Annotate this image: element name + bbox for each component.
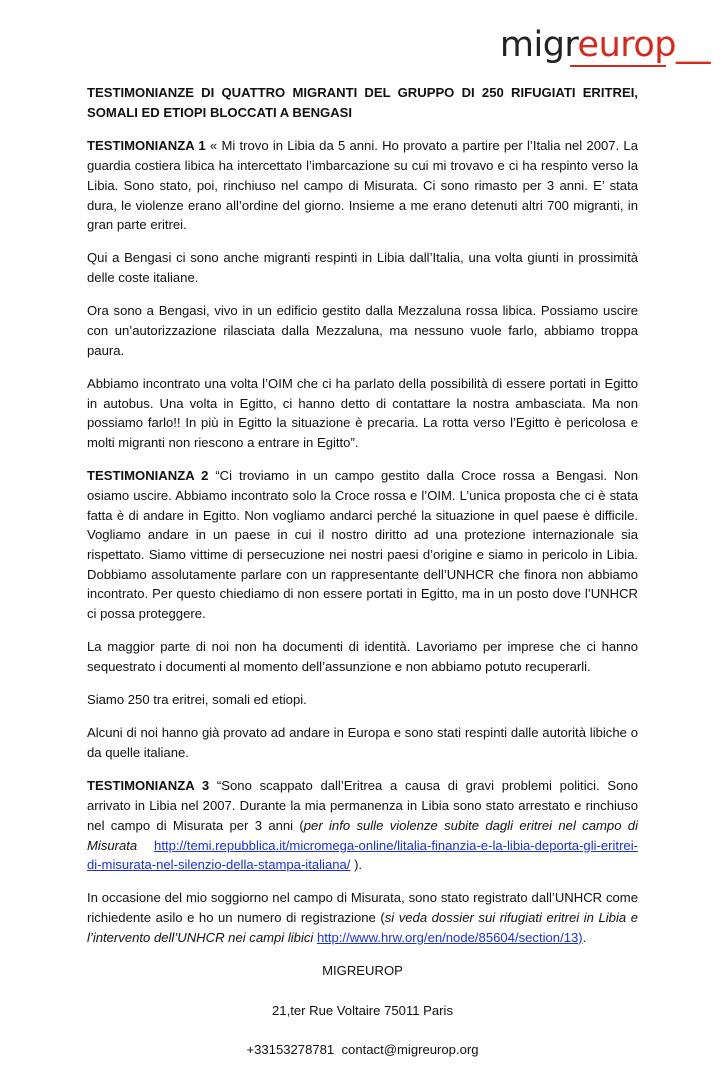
footer-address: 21,ter Rue Voltaire 75011 Paris [272,1002,453,1018]
testimony-2-paragraph-1 [87,466,638,624]
testimony-3-end-2: . [582,929,587,945]
testimony-1-paragraph-3: Ora sono a Bengasi, vivo in un edificio gestito dalla Mezzaluna rossa libica. Possiamo uscire con un’autorizzazione rilasciata dalla Mezzaluna, ma nessuno vuole farlo, abbiamo troppa paura. [87,303,638,358]
testimony-1-paragraph-2: Qui a Bengasi ci sono anche migranti respinti in Libia dall’Italia, una volta giunti in prossimità delle coste italiane. [87,250,638,286]
testimony-3-italic-note: per info sulle violenze subite dagli eritrei nel campo di Misurata [87,817,638,853]
logo-underscore: __ [676,25,710,65]
migreurop-logo [499,25,710,65]
testimony-3-text-2: In occasione del mio soggiorno nel campo di Misurata, sono stato registrato dall’UNHCR come richiedente asilo e ho un numero di registrazione ( [87,890,638,926]
document-body [87,83,638,1080]
testimony-2-paragraph-3: Siamo 250 tra eritrei, somali ed etiopi. [87,692,307,708]
logo-part-europ: europ [577,25,676,65]
footer-contact [87,1040,638,1060]
testimony-1-text: « Mi trovo in Libia da 5 anni. Ho provato a partire per l’Italia nel 2007. La guardia costiera libica ha intercettato l’imbarcazione su cui mi trovavo e ci ha respinto verso la Libia. Sono stato, poi, rinchiuso nel campo di Misurata. Ci sono rimasto per 3 anni. E’ stata dura, le violenze erano all’ordine del giorno. Insieme a me erano detenuti altri 700 migranti, in gran parte eritrei. [87,138,638,233]
testimony-2-label: TESTIMONIANZA 2 [87,468,209,484]
testimony-3-text: “Sono scappato dall’Eritrea a causa di gravi problemi politici. Sono arrivato in Libia nel 2007. Durante la mia permanenza in Libia sono stato arrestato e rinchiuso nel campo di Misurata per 3 anni ( [87,778,638,833]
footer-phone: +33153278781 [246,1042,335,1058]
repubblica-link[interactable]: http://temi.repubblica.it/micromega-online/litalia-finanzia-e-la-libia-deporta-gli-eritrei-di-misurata-nel-silenzio-della-stampa-italiana/ [87,837,638,873]
hrw-link[interactable]: http://www.hrw.org/en/node/85604/section/13) [316,929,583,945]
footer-email: contact@migreurop.org [341,1042,479,1058]
testimony-1-paragraph-4: Abbiamo incontrato una volta l’OIM che ci ha parlato della possibilità di essere portati in Egitto in autobus. Una volta in Egitto, ci hanno detto di contattare la nostra ambasciata. Ma non possiamo farlo!! In più in Egitto la situazione è precaria. La rotta verso l’Egitto è pericolosa e molti migranti non riescono a entrare in Egitto”. [87,375,638,451]
testimony-3-paragraph-1 [87,776,638,875]
testimony-2-paragraph-2: La maggior parte di noi non ha documenti di identità. Lavoriamo per imprese che ci hanno sequestrato i documenti al momento dell’assunzione e non abbiamo potuto recuperarli. [87,639,638,675]
document-title: TESTIMONIANZE DI QUATTRO MIGRANTI DEL GRUPPO DI 250 RIFUGIATI ERITREI, SOMALI ED ETIOPI BLOCCATI A BENGASI [87,85,638,120]
testimony-3-end: ). [350,857,363,873]
footer-org: MIGREUROP [322,963,403,979]
testimony-3-label: TESTIMONIANZA 3 [87,778,210,794]
logo-part-migr: migr [499,25,578,65]
testimony-1-paragraph-1 [87,136,638,235]
testimony-2-paragraph-4: Alcuni di noi hanno già provato ad andare in Europa e sono stati respinti dalle autorità libiche o da quelle italiane. [87,725,638,761]
testimony-2-text: “Ci troviamo in un campo gestito dalla Croce rossa a Bengasi. Non osiamo uscire. Abbiamo incontrato solo la Croce rossa e l’OIM. L’unica proposta che ci è stata fatta è di andare in Egitto. Non vogliamo andarci perché la situazione in quel paese è difficile. Vogliamo andare in un paese in cui il nostro diritto ad una protezione internazionale sia rispettato. Siamo vittime di persecuzione nei nostri paesi d’origine e siamo in pericolo in Libia. Dobbiamo assolutamente parlare con un rappresentante dell’UNHCR che finora non abbiamo incontrato. Per questo chiediamo di non essere portati in Egitto, ma in un posto dove l’UNHCR ci possa proteggere. [87,468,638,622]
testimony-1-label: TESTIMONIANZA 1 [87,138,206,154]
testimony-3-italic-note-2: si veda dossier sui rifugiati eritrei in Libia e l’intervento dell’UNHCR nei campi libici [87,910,638,945]
logo-underline [570,65,666,67]
testimony-3-paragraph-2 [87,888,638,947]
